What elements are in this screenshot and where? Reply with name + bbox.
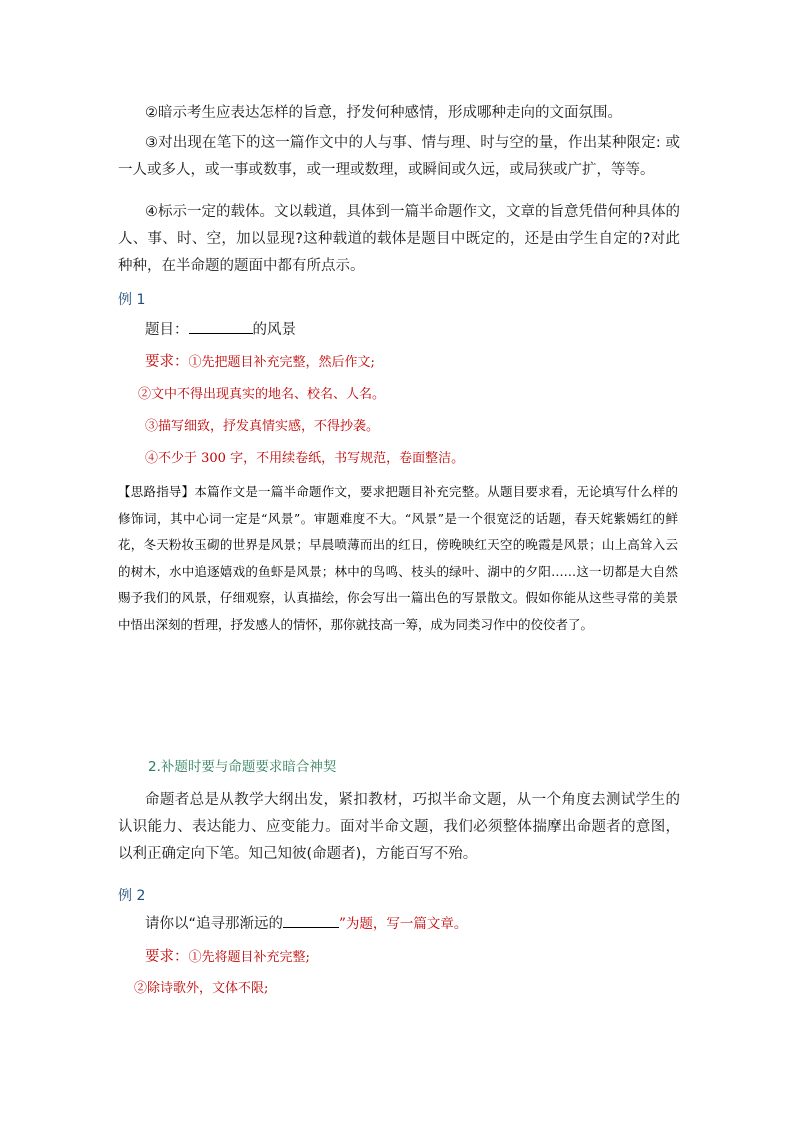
req-1-text: ①先将题目补充完整; [188,950,310,965]
req-label: 要求： [145,949,189,965]
example-1-req-1 [145,352,375,373]
req-1-text: ①先把题目补充完整，然后作文; [188,355,375,370]
title-blank [189,333,253,334]
title-suffix: 的风景 [252,322,296,338]
example-2-prompt [145,914,467,934]
example-2-req-1 [145,947,310,968]
prompt-prefix: 请你以“追寻那渐远的 [145,916,284,932]
prompt-blank [283,927,339,928]
thinking-guide: 【思路指导】本篇作文是一篇半命题作文，要求把题目补充完整。从题目要求看，无论填写什么样的修饰词，其中心词一定是“风景”。审题难度不大。“风景”是一个很宽泛的话题，春天姹紫嫣红的鲜花，冬天粉妆玉砌的世界是风景；早晨喷薄而出的红日，傍晚映红天空的晚霞是风景；山上高耸入云的树木，水中追逐嬉戏的鱼虾是风景；林中的鸟鸣、枝头的绿叶、湖中的夕阳……这一切都是大自然赐予我们的风景，仔细观察，认真描绘，你会写出一篇出色的写景散文。假如你能从这些寻常的美景中悟出深刻的哲理，抒发感人的情怀，那你就技高一筹，成为同类习作中的佼佼者了。 [118,484,678,632]
example-2-label: 例 2 [118,888,146,904]
example-1-req-4: ④不少于 300 字，不用续卷纸，书写规范，卷面整洁。 [145,451,465,466]
example-1-req-2: ②文中不得出现真实的地名、校名、人名。 [138,387,386,402]
example-1-req-3: ③描写细致，抒发真情实感，不得抄袭。 [145,419,380,434]
paragraph-point-3: ③对出现在笔下的这一篇作文中的人与事、情与理、时与空的量，作出某种限定: 或一人或多人，或一事或数事，或一理或数理，或瞬间或久远，或局狭或广扩，等等。 [118,135,680,178]
section-2-paragraph: 命题者总是从教学大纲出发，紧扣教材，巧拟半命文题，从一个角度去测试学生的认识能力、表达能力、应变能力。面对半命文题，我们必须整体揣摩出命题者的意图，以利正确定向下笔。知己知彼(命题者)，方能百写不殆。 [118,792,680,862]
example-1-label: 例 1 [118,292,146,308]
paragraph-point-2: ②暗示考生应表达怎样的旨意，抒发何种感情，形成哪种走向的文面氛围。 [145,105,622,121]
req-label: 要求： [145,354,189,370]
title-prefix: 题目： [145,322,189,338]
section-2-heading: 2.补题时要与命题要求暗合神契 [148,759,337,775]
example-2-req-2: ②除诗歌外，文体不限; [134,981,269,996]
prompt-suffix: ”为题，写一篇文章。 [339,916,468,932]
paragraph-point-4: ④标示一定的载体。文以载道，具体到一篇半命题作文，文章的旨意凭借何种具体的人、事、时、空，加以显现?这种载道的载体是题目中既定的，还是由学生自定的?对此种种，在半命题的题面中都有所点示。 [118,204,680,274]
example-1-title [145,320,296,340]
